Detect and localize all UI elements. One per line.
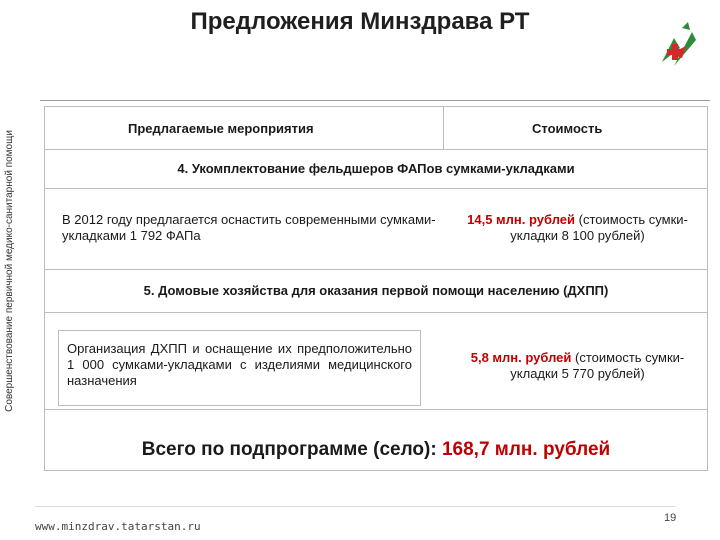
section-4-cost-amount: 14,5 млн. рублей — [467, 212, 576, 227]
section-5-cost — [455, 350, 700, 382]
footer-url[interactable]: www.minzdrav.tatarstan.ru — [35, 520, 201, 533]
section-5-cost-note: (стоимость сумки-укладки 5 770 рублей) — [510, 350, 685, 381]
page-title: Предложения Минздрава РТ — [190, 8, 530, 35]
total-label: Всего по подпрограмме (село): — [141, 439, 442, 460]
page-number: 19 — [664, 512, 677, 524]
section-4-title: 4. Укомплектование фельдшеров ФАПов сумками-укладками — [177, 161, 575, 176]
total-summary — [44, 439, 708, 461]
column-header-cost: Стоимость — [532, 121, 603, 136]
section-5-cost-amount: 5,8 млн. рублей — [470, 350, 572, 365]
section-5-description: Организация ДХПП и оснащение их предположительно 1 000 сумками-укладками с изделиями медицинского назначения — [67, 341, 412, 388]
column-header-measures: Предлагаемые мероприятия — [128, 121, 314, 136]
total-amount: 168,7 млн. рублей — [441, 439, 611, 460]
section-5-title: 5. Домовые хозяйства для оказания первой помощи населению (ДХПП) — [143, 283, 609, 298]
footer-divider — [35, 506, 675, 507]
tatarstan-health-emblem-icon — [652, 18, 706, 72]
title-divider — [40, 100, 710, 101]
section-4-description: В 2012 году предлагается оснастить современными сумками-укладками 1 792 ФАПа — [62, 212, 436, 243]
side-section-label: Совершенствование первичной медико-санитарной помощи — [4, 130, 15, 412]
section-4-cost — [455, 212, 700, 244]
section-4-cost-note: (стоимость сумки-укладки 8 100 рублей) — [510, 212, 688, 243]
